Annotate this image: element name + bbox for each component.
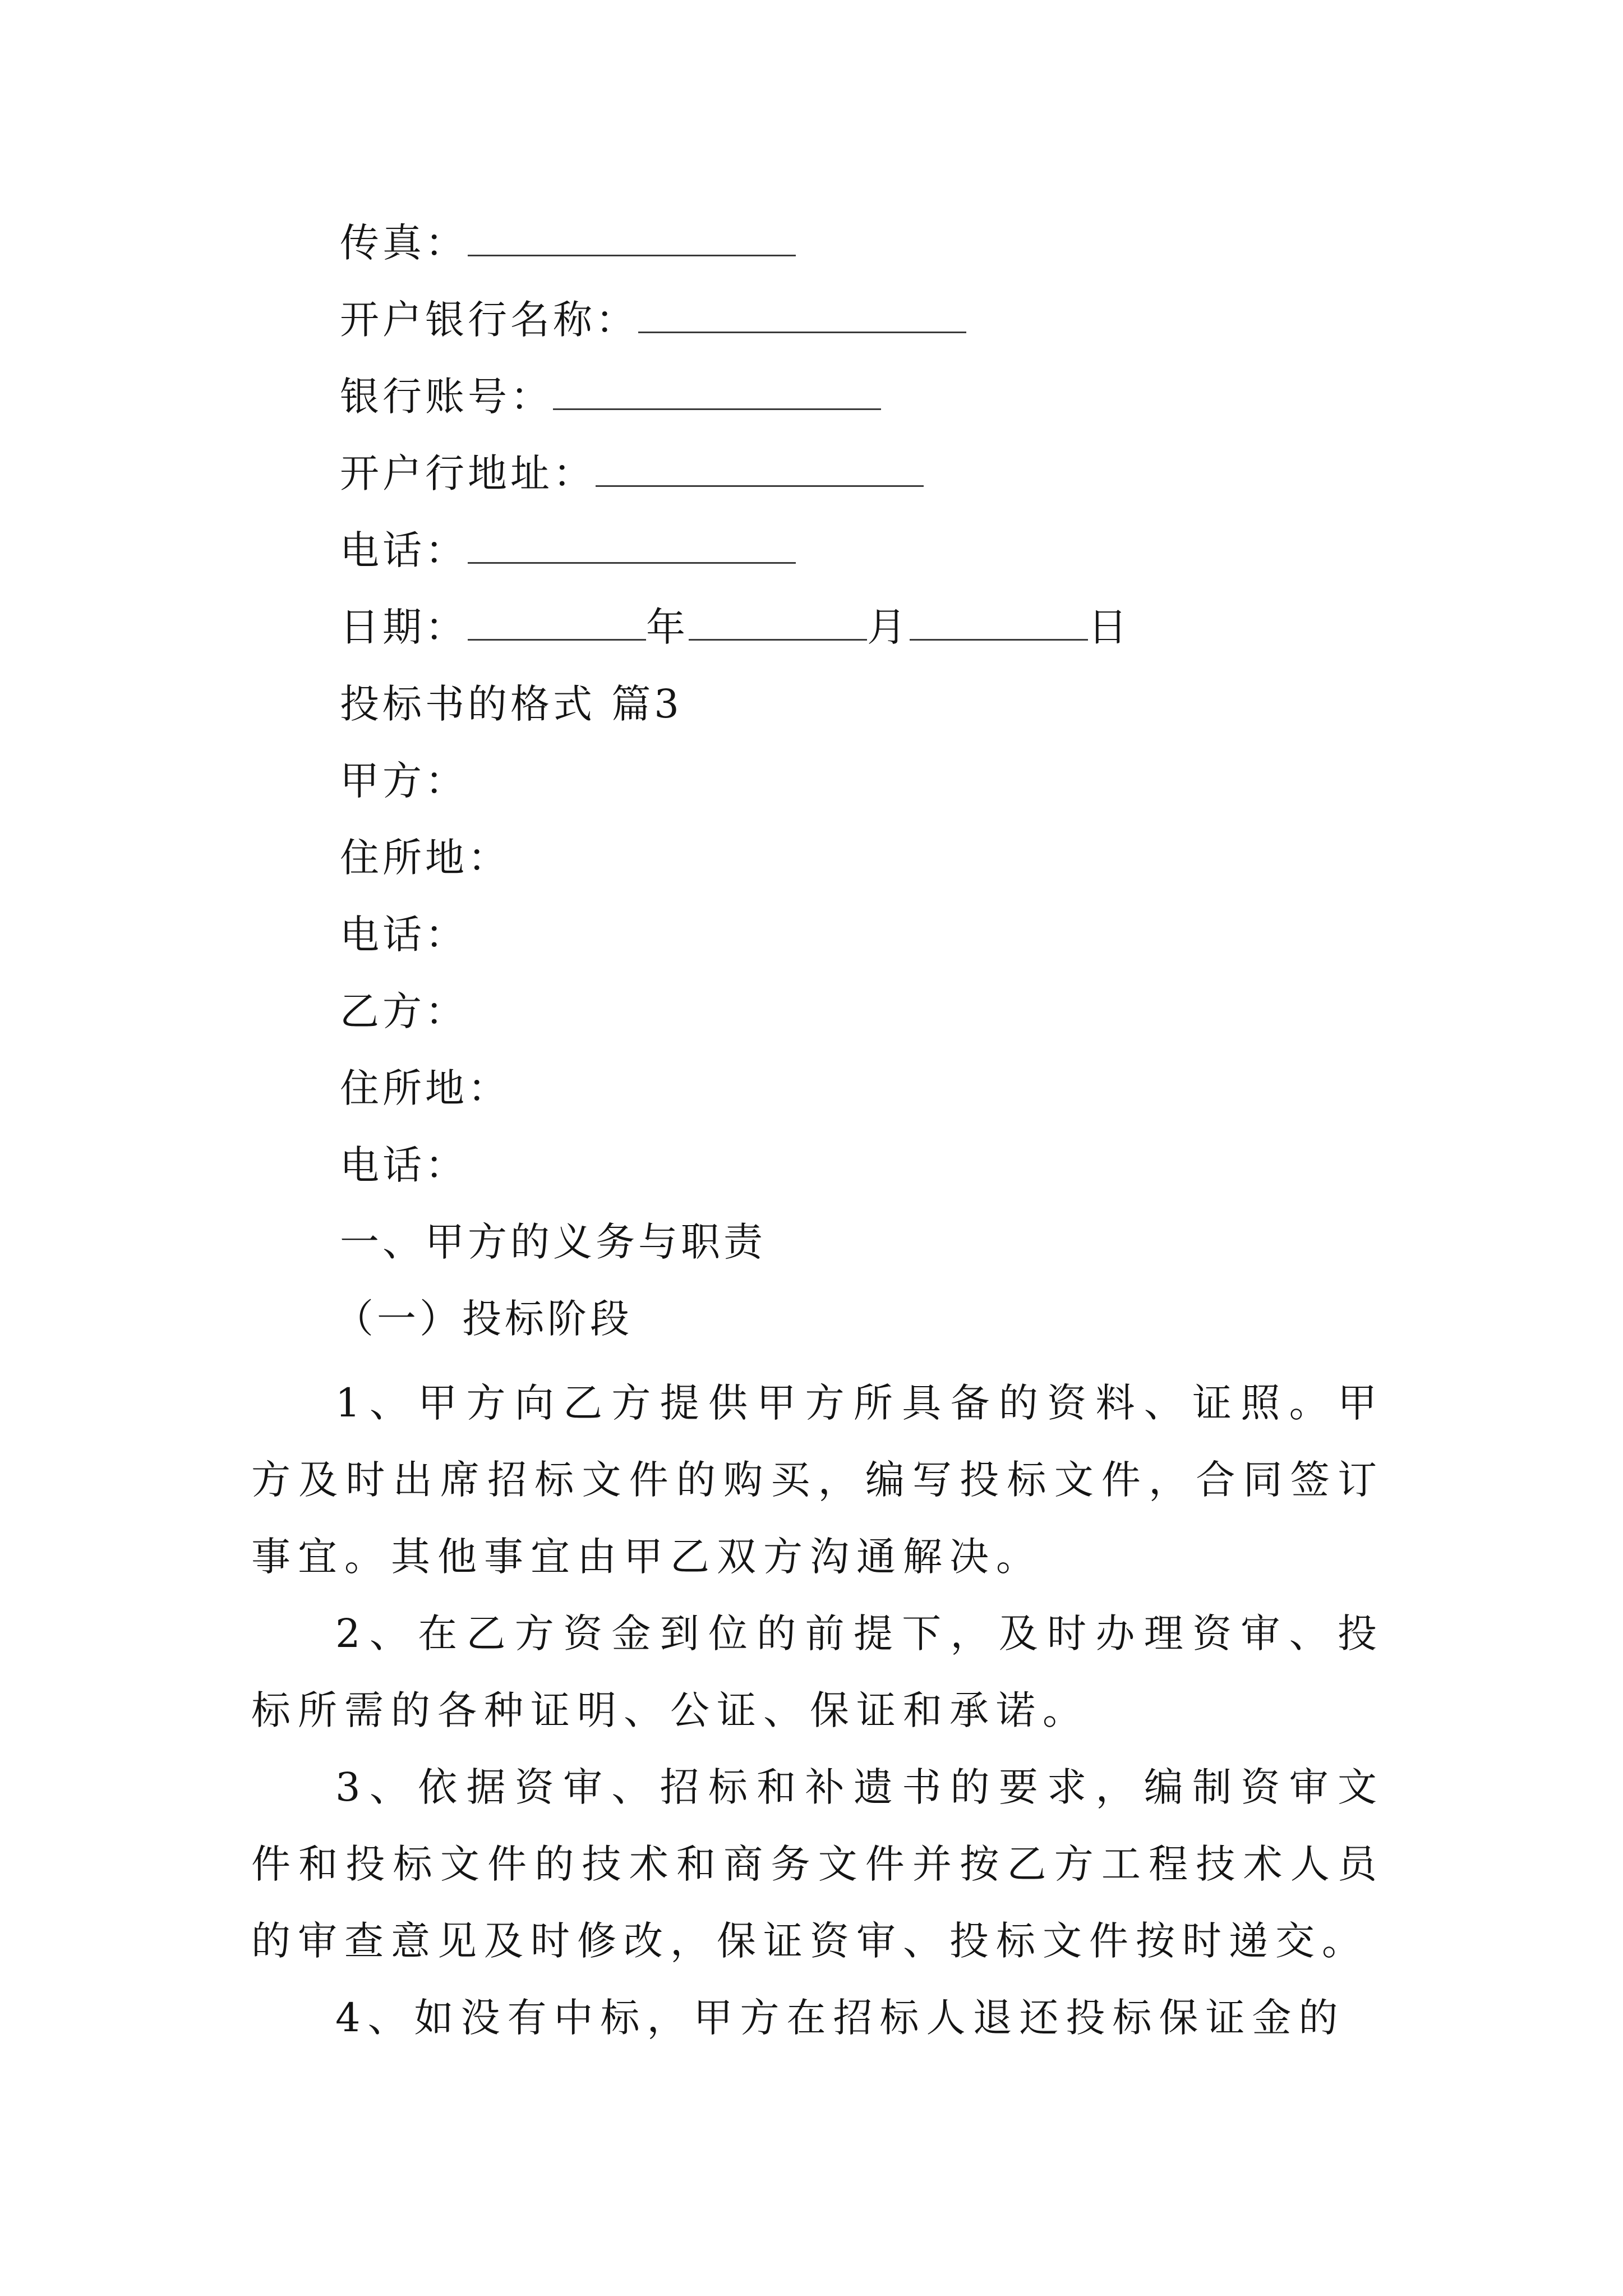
date-field (340, 596, 1131, 658)
fax-label: 传真： (340, 220, 468, 266)
month-blank (689, 604, 867, 641)
heading-bidding-stage: （一）投标阶段 (334, 1296, 633, 1342)
account-label: 银行账号： (340, 374, 553, 420)
bank-name-blank (638, 297, 966, 333)
month-label: 月 (867, 604, 910, 650)
year-label: 年 (646, 604, 689, 650)
phone-field (340, 519, 796, 581)
section-title: 投标书的格式 篇3 (340, 681, 683, 727)
fax-blank (468, 220, 796, 256)
bank-name-label: 开户银行名称： (340, 297, 638, 343)
day-label: 日 (1088, 604, 1131, 650)
party-b-label: 乙方： (340, 988, 468, 1034)
party-a-phone-label: 电话： (340, 912, 468, 958)
year-blank (468, 604, 646, 641)
phone-blank (468, 527, 796, 564)
paragraph-4: 4、如没有中标，甲方在招标人退还投标保证金的 (335, 1995, 1345, 2041)
party-a-address-label: 住所地： (340, 835, 510, 881)
paragraph-3: 3、依据资审、招标和补遗书的要求，编制资审文件和投标文件的技术和商务文件并按乙方工程技术人员的审查意见及时修改，保证资审、投标文件按时递交。 (251, 1764, 1384, 1964)
heading-obligations: 一、甲方的义务与职责 (340, 1219, 766, 1265)
account-field (340, 366, 881, 427)
party-b-phone-label: 电话： (340, 1142, 468, 1188)
date-label: 日期： (340, 604, 468, 650)
account-blank (553, 374, 881, 410)
party-b-address-label: 住所地： (340, 1065, 510, 1111)
day-blank (910, 604, 1088, 641)
bank-address-blank (596, 450, 924, 487)
bank-address-field (340, 443, 924, 504)
party-a-label: 甲方： (340, 758, 468, 804)
bank-name-field (340, 289, 966, 351)
phone-label: 电话： (340, 527, 468, 573)
paragraph-2: 2、在乙方资金到位的前提下，及时办理资审、投标所需的各种证明、公证、保证和承诺。 (251, 1611, 1384, 1733)
bank-address-label: 开户行地址： (340, 450, 596, 496)
paragraph-1: 1、甲方向乙方提供甲方所具备的资料、证照。甲方及时出席招标文件的购买，编写投标文件，合同签订事宜。其他事宜由甲乙双方沟通解决。 (251, 1380, 1384, 1580)
fax-field (340, 212, 796, 274)
